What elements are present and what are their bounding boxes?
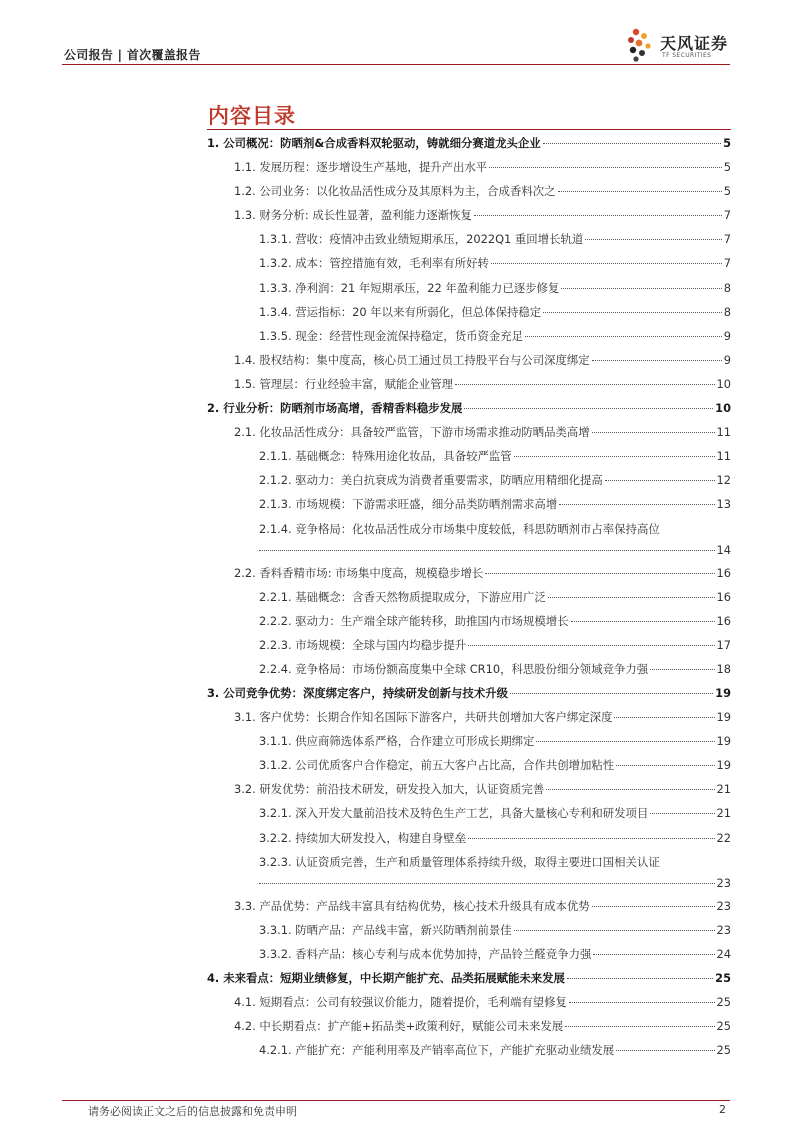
logo-english-name: TF SECURITIES [662, 52, 712, 59]
toc-entry-label: 1.4. 股权结构：集中度高，核心员工通过员工持股平台与公司深度绑定 [234, 352, 590, 367]
toc-entry-label: 4.1. 短期看点：公司有较强议价能力，随着提价，毛利端有望修复 [234, 995, 567, 1009]
toc-entry[interactable] [207, 729, 731, 753]
toc-entry-label: 4.2. 中长期看点：扩产能+拓品类+政策利好，赋能公司未来发展 [234, 1019, 564, 1034]
toc-entry[interactable] [207, 203, 731, 227]
toc-leader-dots [650, 812, 714, 814]
toc-entry-page: 11 [716, 449, 731, 464]
toc-entry[interactable] [207, 966, 731, 990]
toc-entry-page: 21 [716, 782, 731, 797]
toc-entry-page: 7 [723, 232, 731, 247]
toc-entry-page: 25 [716, 1019, 731, 1034]
toc-entry[interactable] [207, 444, 731, 468]
toc-leader-dots [565, 1025, 714, 1027]
toc-entry-page: 19 [716, 710, 731, 725]
toc-leader-dots [546, 788, 714, 790]
toc-leader-dots [548, 596, 715, 598]
toc-entry-page: 16 [716, 613, 731, 628]
toc-entry-label: 1. 公司概况：防晒剂&合成香料双轮驱动，铸就细分赛道龙头企业 [207, 136, 541, 150]
toc-leader-dots [468, 644, 714, 646]
toc-title-divider [207, 129, 731, 130]
toc-entry-label: 1.3. 财务分析: 成长性显著，盈利能力逐渐恢复 [234, 208, 472, 223]
toc-entry-page: 19 [716, 758, 731, 773]
toc-leader-dots [259, 549, 715, 551]
toc-entry[interactable] [207, 918, 731, 942]
toc-entry[interactable] [207, 348, 731, 372]
toc-leader-dots [571, 620, 715, 622]
toc-leader-dots [569, 1001, 715, 1003]
toc-title: 内容目录 [208, 104, 296, 128]
toc-entry[interactable] [207, 990, 731, 1014]
toc-entry[interactable] [207, 705, 731, 729]
toc-entry-label: 2.2. 香料香精市场: 市场集中度高，规模稳步增长 [234, 565, 484, 580]
toc-entry-continuation [207, 539, 731, 561]
toc-entry-page: 7 [723, 208, 731, 223]
toc-leader-dots [605, 479, 715, 481]
toc-leader-dots [593, 953, 714, 955]
toc-entry-label: 3.2.2. 持续加大研发投入，构建自身壁垒 [259, 830, 467, 845]
table-of-contents [207, 131, 731, 1062]
toc-entry[interactable] [207, 585, 731, 609]
toc-entry-label: 2.1.2. 驱动力：美白抗衰成为消费者重要需求，防晒应用精细化提高 [259, 473, 603, 488]
toc-entry-page: 19 [716, 734, 731, 749]
toc-leader-dots [489, 166, 722, 168]
toc-entry[interactable] [207, 324, 731, 348]
toc-entry-page: 23 [716, 875, 731, 890]
toc-entry-label: 3.1.1. 供应商筛选体系严格，合作建立可形成长期绑定 [259, 734, 535, 749]
toc-leader-dots [592, 431, 715, 433]
toc-entry-page: 18 [716, 661, 731, 676]
toc-entry[interactable] [207, 826, 731, 850]
toc-leader-dots [559, 503, 714, 505]
toc-entry-label: 1.3.2. 成本：管控措施有效，毛利率有所好转 [259, 256, 489, 271]
page-number: 2 [719, 1103, 726, 1116]
toc-entry-page: 5 [723, 136, 731, 150]
toc-entry[interactable] [207, 681, 731, 705]
toc-leader-dots [536, 740, 714, 742]
toc-entry-label: 3.3.2. 香料产品：核心专利与成本优势加持，产品铃兰醛竞争力强 [259, 946, 592, 961]
toc-leader-dots [514, 929, 715, 931]
toc-entry[interactable] [207, 227, 731, 251]
toc-entry-continuation [207, 872, 731, 894]
toc-leader-dots [561, 287, 721, 289]
toc-entry-label: 3.2.1. 深入开发大量前沿技术及特色生产工艺，具备大量核心专利和研发项目 [259, 806, 649, 821]
toc-entry-page: 14 [716, 542, 731, 557]
toc-entry[interactable] [207, 894, 731, 918]
toc-entry-label: 3. 公司竞争优势：深度绑定客户，持续研发创新与技术升级 [207, 685, 508, 700]
toc-entry[interactable] [207, 801, 731, 825]
toc-entry[interactable] [207, 372, 731, 396]
toc-entry-page: 11 [716, 425, 731, 440]
tf-securities-logo [622, 26, 742, 66]
toc-leader-dots [558, 190, 722, 192]
toc-entry-label: 3.1. 客户优势：长期合作知名国际下游客户，共研共创增加大客户绑定深度 [234, 710, 613, 725]
footer-divider [62, 1100, 730, 1101]
toc-leader-dots [614, 716, 714, 718]
toc-leader-dots [468, 837, 714, 839]
toc-entry[interactable] [207, 131, 731, 155]
toc-entry[interactable] [207, 850, 731, 872]
toc-leader-dots [510, 692, 713, 694]
toc-entry-label: 2.1.3. 市场规模：下游需求旺盛，细分品类防晒剂需求高增 [259, 497, 558, 512]
toc-entry-label: 1.1. 发展历程：逐步增设生产基地，提升产出水平 [234, 160, 488, 175]
toc-entry-page: 7 [723, 256, 731, 271]
toc-entry[interactable] [207, 609, 731, 633]
toc-entry-label: 2.2.1. 基础概念：含香天然物质提取成分，下游应用广泛 [259, 589, 546, 604]
toc-entry-page: 10 [716, 376, 731, 391]
toc-entry-page: 13 [716, 497, 731, 512]
toc-entry-page: 9 [723, 328, 731, 343]
toc-entry[interactable] [207, 657, 731, 681]
toc-leader-dots [592, 905, 715, 907]
toc-leader-dots [485, 572, 714, 574]
toc-entry-page: 22 [716, 830, 731, 845]
toc-leader-dots [616, 1049, 714, 1051]
toc-leader-dots [543, 142, 721, 144]
toc-entry[interactable] [207, 777, 731, 801]
toc-entry[interactable] [207, 492, 731, 516]
toc-entry-page: 5 [723, 184, 731, 199]
toc-entry-label: 3.3.1. 防晒产品：产品线丰富，新兴防晒剂前景佳 [259, 922, 512, 937]
toc-entry[interactable] [207, 300, 731, 324]
toc-entry-page: 5 [723, 160, 731, 175]
toc-entry[interactable] [207, 179, 731, 203]
toc-entry-label: 2.1.4. 竞争格局：化妆品活性成分市场集中度较低，科思防晒剂市占率保持高位 [259, 521, 660, 536]
toc-leader-dots [616, 764, 714, 766]
toc-entry[interactable] [207, 468, 731, 492]
toc-entry-page: 16 [716, 589, 731, 604]
toc-leader-dots [464, 407, 713, 409]
toc-entry[interactable] [207, 753, 731, 777]
toc-entry[interactable] [207, 633, 731, 657]
toc-entry-label: 3.2. 研发优势：前沿技术研发，研发投入加大，认证资质完善 [234, 782, 545, 797]
toc-entry[interactable] [207, 1038, 731, 1062]
toc-entry-page: 16 [716, 565, 731, 580]
toc-entry-page: 21 [716, 806, 731, 821]
toc-entry-label: 1.3.4. 营运指标：20 年以来有所弱化，但总体保持稳定 [259, 304, 542, 319]
toc-entry[interactable] [207, 155, 731, 179]
toc-entry[interactable] [207, 420, 731, 444]
toc-leader-dots [525, 335, 722, 337]
toc-entry-page: 19 [715, 685, 731, 700]
toc-entry-page: 23 [716, 922, 731, 937]
toc-entry-label: 1.2. 公司业务：以化妆品活性成分及其原料为主，合成香料次之 [234, 184, 556, 199]
toc-entry-label: 3.2.3. 认证资质完善，生产和质量管理体系持续升级，取得主要进口国相关认证 [259, 854, 660, 869]
toc-leader-dots [514, 455, 715, 457]
toc-leader-dots [585, 238, 721, 240]
toc-leader-dots [543, 311, 722, 313]
toc-entry[interactable] [207, 396, 731, 420]
toc-entry-page: 17 [716, 637, 731, 652]
toc-entry[interactable] [207, 942, 731, 966]
footer-disclaimer: 请务必阅读正文之后的信息披露和免责申明 [88, 1105, 297, 1118]
toc-entry-label: 4. 未来看点：短期业绩修复，中长期产能扩充、品类拓展赋能未来发展 [207, 970, 565, 985]
toc-entry-page: 8 [723, 304, 731, 319]
toc-leader-dots [259, 882, 715, 884]
toc-entry[interactable] [207, 1014, 731, 1038]
toc-entry-label: 1.3.1. 营收：疫情冲击致业绩短期承压，2022Q1 重回增长轨道 [259, 232, 584, 247]
toc-entry-page: 8 [723, 280, 731, 295]
toc-entry-page: 12 [716, 473, 731, 488]
toc-leader-dots [567, 977, 713, 979]
toc-entry-page: 25 [715, 970, 731, 985]
toc-entry[interactable] [207, 276, 731, 300]
toc-entry-label: 1.3.5. 现金：经营性现金流保持稳定，货币资金充足 [259, 328, 524, 343]
toc-entry-label: 2.2.4. 竞争格局：市场份额高度集中全球 CR10，科思股份细分领域竞争力强 [259, 661, 649, 676]
toc-entry-label: 2.1.1. 基础概念：特殊用途化妆品，具备较严监管 [259, 449, 512, 464]
toc-leader-dots [650, 668, 714, 670]
toc-entry-page: 10 [715, 401, 731, 416]
toc-entry-label: 2.2.2. 驱动力：生产端全球产能转移，助推国内市场规模增长 [259, 613, 569, 628]
toc-entry-page: 23 [716, 898, 731, 913]
toc-entry-label: 2. 行业分析：防晒剂市场高增，香精香料稳步发展 [207, 401, 463, 416]
toc-entry-label: 4.2.1. 产能扩充：产能利用率及产销率高位下，产能扩充驱动业绩发展 [259, 1043, 615, 1058]
toc-entry-label: 1.5. 管理层：行业经验丰富，赋能企业管理 [234, 376, 453, 391]
toc-leader-dots [455, 383, 715, 385]
toc-entry-page: 25 [716, 1043, 731, 1058]
toc-entry-label: 3.3. 产品优势：产品线丰富具有结构优势，核心技术升级具有成本优势 [234, 898, 590, 913]
toc-entry-label: 1.3.3. 净利润：21 年短期承压，22 年盈利能力已逐步修复 [259, 280, 560, 295]
logo-chinese-name: 天风证券 [660, 34, 729, 53]
toc-entry[interactable] [207, 561, 731, 585]
toc-leader-dots [491, 262, 722, 264]
toc-entry-page: 24 [716, 946, 731, 961]
flame-logo-icon [622, 26, 658, 66]
toc-leader-dots [592, 359, 722, 361]
toc-entry-page: 9 [723, 352, 731, 367]
toc-entry-label: 2.1. 化妆品活性成分：具备较严监管，下游市场需求推动防晒品类高增 [234, 425, 590, 440]
toc-entry[interactable] [207, 517, 731, 539]
toc-entry-label: 2.2.3. 市场规模：全球与国内均稳步提升 [259, 637, 467, 652]
report-type-label: 公司报告 | 首次覆盖报告 [64, 48, 201, 62]
toc-leader-dots [474, 214, 722, 216]
toc-entry[interactable] [207, 251, 731, 275]
toc-entry-page: 25 [716, 995, 731, 1009]
toc-entry-label: 3.1.2. 公司优质客户合作稳定，前五大客户占比高，合作共创增加粘性 [259, 758, 615, 773]
